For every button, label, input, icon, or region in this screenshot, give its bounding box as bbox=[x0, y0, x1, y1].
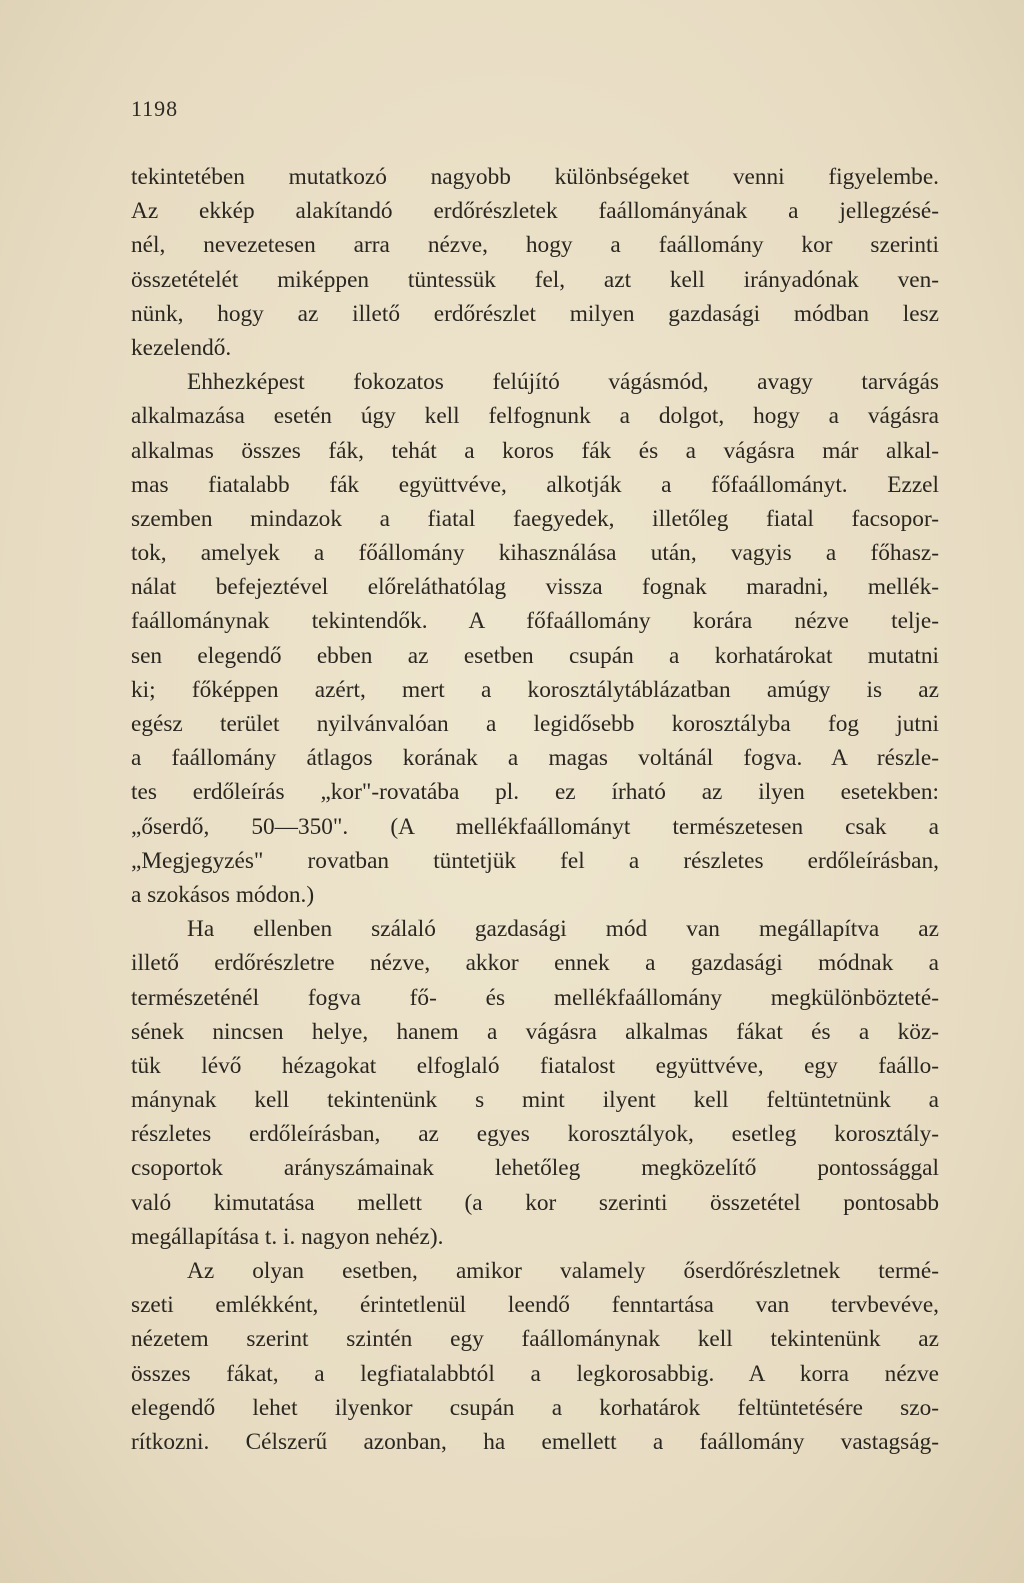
text-line: alkalmazása esetén úgy kell felfognunk a dolgot, hogy a vágásra bbox=[131, 403, 939, 430]
text-line: tes erdőleírás „kor"-rovatába pl. ez írható az ilyen esetekben: bbox=[131, 779, 939, 806]
text-line: „Megjegyzés" rovatban tüntetjük fel a részletes erdőleírásban, bbox=[131, 847, 939, 874]
paragraph-start-line: Ha ellenben szálaló gazdasági mód van megállapítva az bbox=[187, 916, 939, 943]
text-line: egész terület nyilvánvalóan a legidősebb korosztályba fog jutni bbox=[131, 711, 939, 737]
paragraph-start-line: Ehhezképest fokozatos felújító vágásmód, avagy tarvágás bbox=[187, 369, 939, 396]
text-line: sen elegendő ebben az esetben csupán a korhatárokat mutatni bbox=[131, 642, 939, 669]
text-line: illető erdőrészletre nézve, akkor ennek a gazdasági módnak a bbox=[131, 950, 939, 977]
text-line: tekintetében mutatkozó nagyobb különbségeket venni figyelembe. bbox=[131, 164, 939, 190]
text-line: mas fiatalabb fák együttvéve, alkotják a főfaállományt. Ezzel bbox=[131, 471, 939, 498]
text-line: való kimutatása mellett (a kor szerinti összetétel pontosabb bbox=[131, 1189, 939, 1216]
text-line: Az ekkép alakítandó erdőrészletek faállományának a jellegzésé- bbox=[131, 198, 939, 225]
paragraph-end-line: kezelendő. bbox=[131, 334, 232, 361]
text-line: nálat befejeztével előreláthatólag vissza fognak maradni, mellék- bbox=[131, 574, 939, 601]
text-line: „őserdő, 50—350". (A mellékfaállományt természetesen csak a bbox=[131, 813, 939, 840]
text-line: részletes erdőleírásban, az egyes korosztályok, esetleg korosztály- bbox=[131, 1121, 939, 1148]
text-line: rítkozni. Célszerű azonban, ha emellett a faállomány vastagság- bbox=[131, 1428, 939, 1455]
text-line: a faállomány átlagos korának a magas voltánál fogva. A részle- bbox=[131, 745, 939, 772]
text-line: csoportok arányszámainak lehetőleg megközelítő pontossággal bbox=[131, 1155, 939, 1182]
text-line: sének nincsen helye, hanem a vágásra alkalmas fákat és a köz- bbox=[131, 1018, 939, 1045]
text-line: természeténél fogva fő- és mellékfaállomány megkülönbözteté- bbox=[131, 984, 939, 1011]
text-line: összetételét miképpen tüntessük fel, azt kell irányadónak ven- bbox=[131, 266, 939, 293]
body-text bbox=[131, 160, 939, 1459]
text-line: faállománynak tekintendők. A főfaállomány korára nézve telje- bbox=[131, 608, 939, 635]
text-line: tok, amelyek a főállomány kihasználása után, vagyis a főhasz- bbox=[131, 540, 939, 567]
text-line: nünk, hogy az illető erdőrészlet milyen gazdasági módban lesz bbox=[131, 300, 939, 327]
text-line: összes fákat, a legfiatalabbtól a legkorosabbig. A korra nézve bbox=[131, 1360, 939, 1387]
text-line: tük lévő hézagokat elfoglaló fiatalost együttvéve, egy faállo- bbox=[131, 1052, 939, 1079]
text-line: szemben mindazok a fiatal faegyedek, illetőleg fiatal facsopor- bbox=[131, 505, 939, 532]
text-line: alkalmas összes fák, tehát a koros fák és a vágásra már alkal- bbox=[131, 437, 939, 464]
text-line: elegendő lehet ilyenkor csupán a korhatárok feltüntetésére szo- bbox=[131, 1394, 939, 1421]
text-line: szeti emlékként, érintetlenül leendő fenntartása van tervbevéve, bbox=[131, 1292, 939, 1319]
text-line: ki; főképpen azért, mert a korosztálytáblázatban amúgy is az bbox=[131, 676, 939, 703]
paragraph-start-line: Az olyan esetben, amikor valamely őserdőrészletnek termé- bbox=[187, 1258, 939, 1284]
paragraph-end-line: megállapítása t. i. nagyon nehéz). bbox=[131, 1223, 444, 1250]
text-line: mánynak kell tekintenünk s mint ilyent kell feltüntetnünk a bbox=[131, 1087, 939, 1114]
text-line: nél, nevezetesen arra nézve, hogy a faállomány kor szerinti bbox=[131, 232, 939, 259]
text-line: nézetem szerint szintén egy faállománynak kell tekintenünk az bbox=[131, 1326, 939, 1353]
paragraph-end-line: a szokásos módon.) bbox=[131, 881, 315, 908]
page-number: 1198 bbox=[131, 96, 179, 121]
